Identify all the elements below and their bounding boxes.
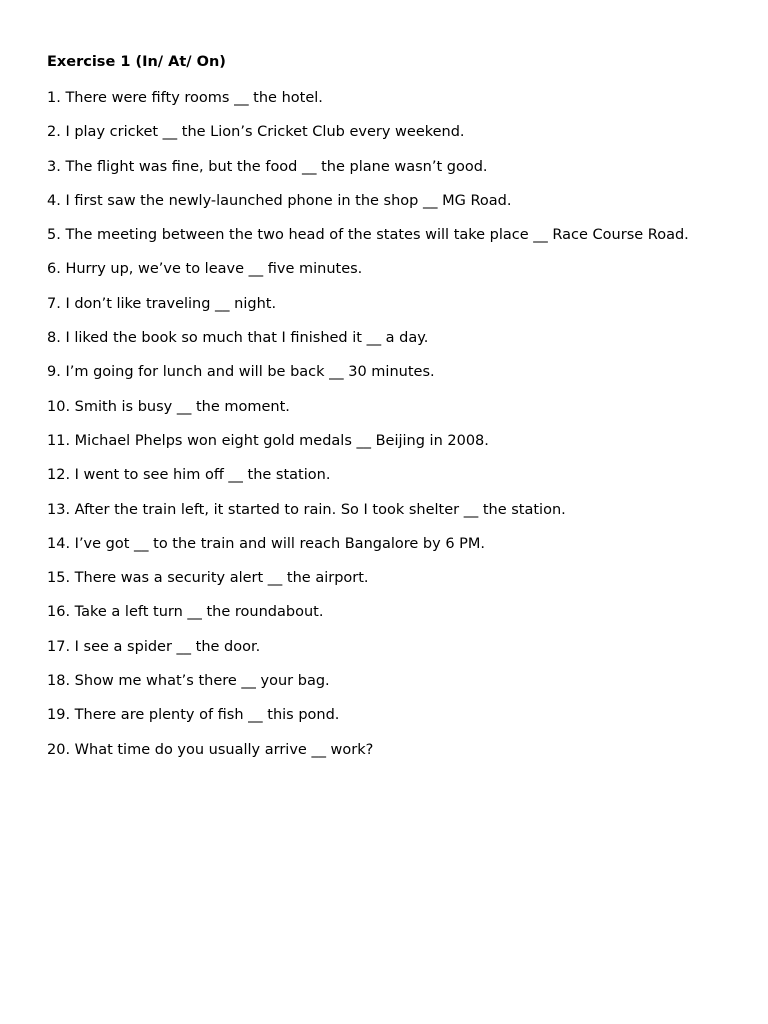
question-9: 9. I’m going for lunch and will be back __ 30 minutes. bbox=[47, 364, 435, 381]
question-2: 2. I play cricket __ the Lion’s Cricket Club every weekend. bbox=[47, 124, 465, 141]
exercise-title: Exercise 1 (In/ At/ On) bbox=[47, 54, 226, 70]
question-6: 6. Hurry up, we’ve to leave __ five minutes. bbox=[47, 261, 363, 278]
question-20: 20. What time do you usually arrive __ work? bbox=[47, 741, 374, 758]
question-1: 1. There were fifty rooms __ the hotel. bbox=[47, 90, 323, 106]
question-3: 3. The flight was fine, but the food __ the plane wasn’t good. bbox=[47, 158, 488, 175]
question-14: 14. I’ve got __ to the train and will reach Bangalore by 6 PM. bbox=[47, 535, 486, 552]
question-11: 11. Michael Phelps won eight gold medals __ Beijing in 2008. bbox=[47, 432, 489, 449]
question-18: 18. Show me what’s there __ your bag. bbox=[47, 673, 330, 690]
question-list bbox=[47, 86, 737, 762]
question-19: 19. There are plenty of fish __ this pond. bbox=[47, 707, 340, 724]
question-4: 4. I first saw the newly-launched phone in the shop __ MG Road. bbox=[47, 192, 512, 209]
question-10: 10. Smith is busy __ the moment. bbox=[47, 398, 290, 415]
question-16: 16. Take a left turn __ the roundabout. bbox=[47, 604, 324, 621]
question-12: 12. I went to see him off __ the station. bbox=[47, 467, 331, 484]
question-15: 15. There was a security alert __ the airport. bbox=[47, 570, 369, 587]
question-17: 17. I see a spider __ the door. bbox=[47, 638, 261, 655]
question-13: 13. After the train left, it started to rain. So I took shelter __ the station. bbox=[47, 501, 566, 518]
question-8: 8. I liked the book so much that I finished it __ a day. bbox=[47, 330, 429, 347]
question-7: 7. I don’t like traveling __ night. bbox=[47, 295, 277, 312]
exercise-document bbox=[47, 52, 737, 772]
question-5: 5. The meeting between the two head of the states will take place __ Race Course Road. bbox=[47, 227, 689, 244]
